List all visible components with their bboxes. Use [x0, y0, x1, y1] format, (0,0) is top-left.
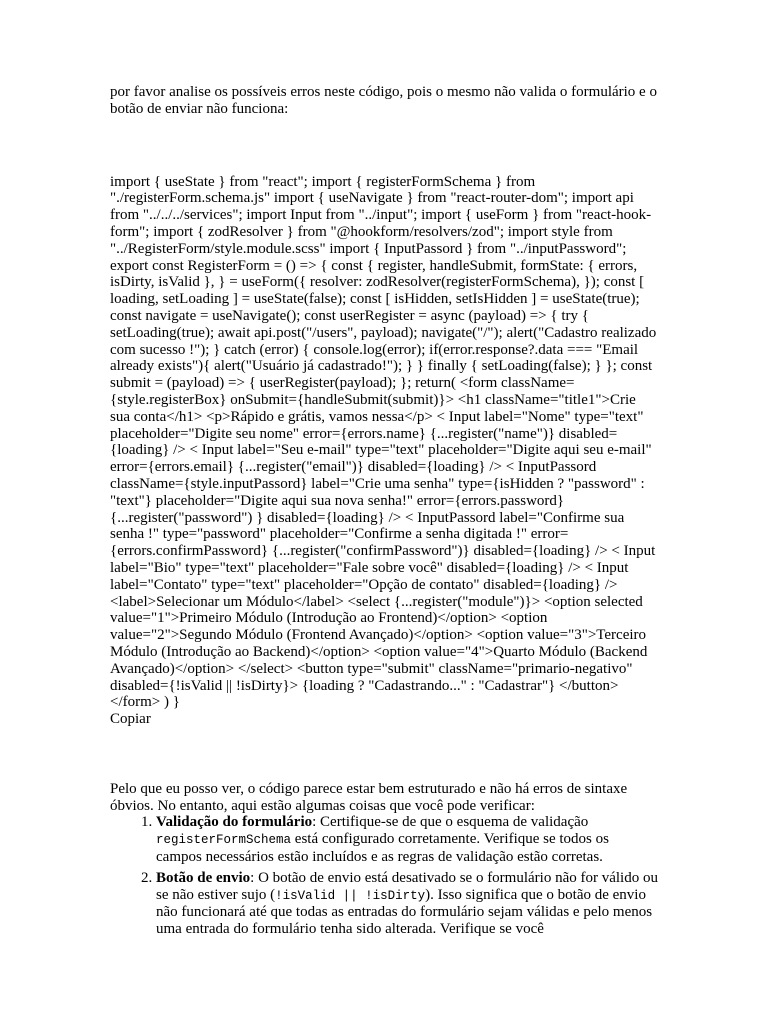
- inline-code: registerFormSchema: [156, 833, 292, 848]
- list-item: [156, 870, 658, 938]
- item-text-after: ). Isso significa que o botão de envio não funcionará até que todas as entradas do formulário sejam válidas e pelo menos uma entrada do formulário tenha sido alterada. Verifique se você: [156, 886, 653, 938]
- question-text: por favor analise os possíveis erros neste código, pois o mesmo não valida o formulário e o botão de enviar não funciona:: [110, 84, 657, 117]
- item-title: Validação do formulário: [156, 814, 313, 831]
- document-page: [110, 84, 658, 942]
- code-snippet: import { useState } from "react"; import { registerFormSchema } from "./registerForm.schema.js" import { useNavigate } from "react-router-dom"; import api from "../../../services"; import Input from "../input"; import { useForm } from "react-hook-form"; import { zodResolver } from "@hookform/resolvers/zod"; import style from "../RegisterForm/style.module.scss" import { InputPassord } from "../inputPassword"; export const RegisterForm = () => { const { register, handleSubmit, formState: { errors, isDirty, isValid }, } = useForm({ resolver: zodResolver(registerFormSchema), }); const [ loading, setLoading ] = useState(false); const [ isHidden, setIsHidden ] = useState(true); const navigate = useNavigate(); const userRegister = async (payload) => { try { setLoading(true); await api.post("/users", payload); navigate("/"); alert("Cadastro realizado com sucesso !"); } catch (error) { console.log(error); if(error.response?.data === "Email already exists"){ alert("Usuário já cadastrado!"); } } finally { setLoading(false); } }; const submit = (payload) => { userRegister(payload); }; return( <form className={style.registerBox} onSubmit={handleSubmit(submit)}> <h1 className="title1">Crie sua conta</h1> <p>Rápido e grátis, vamos nessa</p> < Input label="Nome" type="text" placeholder="Digite seu nome" error={errors.name} {...register("name")} disabled={loading} /> < Input label="Seu e-mail" type="text" placeholder="Digite aqui seu e-mail" error={errors.email} {...register("email")} disabled={loading} /> < InputPassord className={style.inputPassord} label="Crie uma senha" type={isHidden ? "password" : "text"} placeholder="Digite aqui sua nova senha!" error={errors.password} {...register("password") } disabled={loading} /> < InputPassord label="Confirme sua senha !" type="password" placeholder="Confirme a senha digitada !" error={errors.confirmPassword} {...register("confirmPassword")} disabled={loading} /> < Input label="Bio" type="text" placeholder="Fale sobre você" disabled={loading} /> < Input label="Contato" type="text" placeholder="Opção de contato" disabled={loading} /> <label>Selecionar um Módulo</label> <select {...register("module")}> <option selected value="1">Primeiro Módulo (Introdução ao Frontend)</option> <option value="2">Segundo Módulo (Frontend Avançado)</option> <option value="3">Terceiro Módulo (Introdução ao Backend)</option> <option value="4">Quarto Módulo (Backend Avançado)</option> </select> <button type="submit" className="primario-negativo" disabled={!isValid || !isDirty}> {loading ? "Cadastrando..." : "Cadastrar"} </button> </form> ) }: [110, 173, 657, 711]
- copy-button[interactable]: Copiar: [110, 711, 151, 728]
- answer-intro: Pelo que eu posso ver, o código parece estar bem estruturado e não há erros de sintaxe óbvios. No entanto, aqui estão algumas coisas que você pode verificar:: [110, 780, 628, 814]
- suggestion-list: [110, 814, 658, 938]
- inline-code: !isValid || !isDirty: [275, 888, 426, 903]
- item-title: Botão de envio: [156, 869, 251, 886]
- list-item: [156, 814, 658, 865]
- item-text-before: : Certifique-se de que o esquema de validação: [312, 814, 589, 831]
- item-text-after: está configurado corretamente. Verifique se todos os campos necessários estão incluídos e as regras de validação estão corretas.: [156, 831, 609, 866]
- item-text-before: : O botão de envio está desativado se o formulário não for válido ou se não estiver sujo (: [156, 869, 658, 903]
